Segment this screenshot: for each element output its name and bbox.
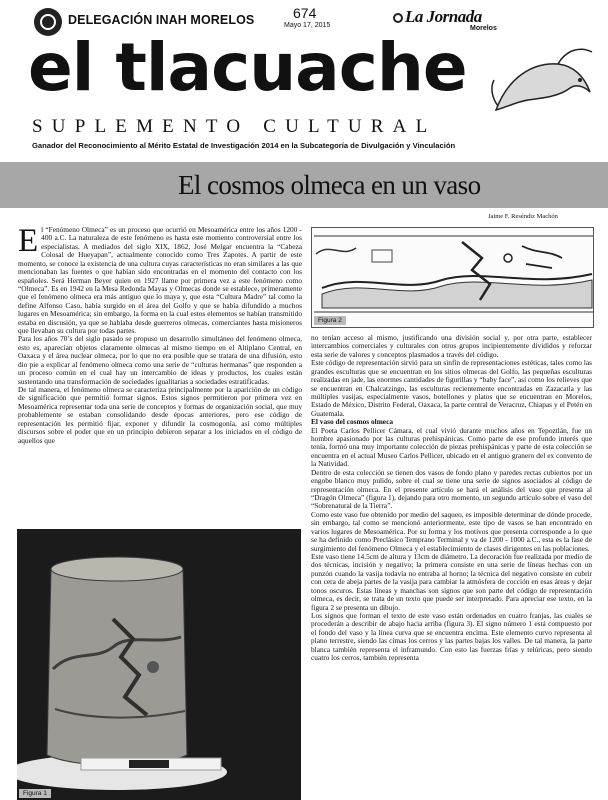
- paragraph: Para los años 70’s del siglo pasado se propuso un desarrollo simultáneo del fenómeno olmeca, esto es, aparecían objetos claramente olmecas al mismo tiempo en el Altiplano Central, en Oaxaca y el área nuclear olmeca, por lo que no era posible que se tratara de una difusión, esto dio pie a explicar al fenómeno olmeca como una serie de “culturas hermanas” que responden a un proceso común en el cual hay un intercambio de ideas y productos, los cuales están sustentando una transformación de sociedades igualitarias a sociedades estratificadas.: [18, 334, 302, 386]
- paragraph: l “Fenómeno Olmeca” es un proceso que ocurrió en Mesoamérica entre los años 1200 - 400 a.C. La naturaleza de este fenómeno es hasta este momento controversial entre los especialistas. A mediados del siglo XIX, 1862, José Melgar encuentra la “Cabeza Colosal de Hueyapan”, actualmente conocido como Tres Zapotes. A partir de este momento, se conoce la existencia de una cultura cuyas características no eran similares a las que mencionaban las fuentes o que habían sido encontradas en el momento del contacto con los españoles. Será Herman Beyer quien en 1927 llame por primera vez a este fenómeno como “Olmeca”. Es en 1942 en la Mesa Redonda Mayas y Olmecas donde se establece, primeramente que el fenómeno olmeca era más antiguo que lo maya y, que esta “Cultura Madre” tal como la define Alfonso Caso, había surgido en el área del Golfo y que se había difundido a muchos lugares en Mesoamérica; sin embargo, la forma en la cual estos elementos se habían transmitido estaba en discusión, ya que se hablaba desde guerreros olmecas, comerciantes hasta misioneros que llevaban su cultura por todas partes.: [18, 226, 302, 336]
- paragraph: Como este vaso fue obtenido por medio del saqueo, es imposible determinar de dónde procede, sin embargo, tal como se mencionó anteriormente, este tipo de vasos se han encontrado en varios lugares de Mesoamérica. Por su forma y los motivos que presenta corresponde a lo que se ha definido como Preclásico Temprano Terminal y va de 1200 - 1000 a.C., esta es la fase de surgimiento del fenómeno Olmeca y el establecimiento de clases dirigentes en las poblaciones.: [311, 509, 592, 553]
- paragraph: De tal manera, el fenómeno olmeca se caracteriza principalmente por la aparición de un código de significación que permitió formar signos. Estos signos permitieron por primera vez en Mesoamérica representar toda una serie de conceptos y formas de organización social, que muy probablemente se estaban consolidando desde épocas anteriores, pero ese código de representación les permitió fijar, exponer y difundir la cosmogonía, así como múltiples discursos sobre el poder que en un principio debieron separar a los iniciados en el código de aquellos que: [18, 385, 302, 445]
- figure-1-caption: Figura 1: [19, 789, 51, 798]
- tlacuache-illustration-icon: [488, 40, 598, 118]
- masthead-title: el tlacuache: [28, 29, 467, 106]
- issue-number: 674: [293, 5, 317, 21]
- figure-1-photo: [17, 529, 301, 800]
- article-author: Jaime F. Reséndiz Machón: [488, 213, 558, 220]
- paragraph: Dentro de esta colección se tienen dos vasos de fondo plano y paredes rectas cubiertos por un engobe blanco muy pulido, sobre el cual se tiene una serie de signos asociados al código de representación olmeca. En el presente artículo se hará el análisis del vaso que presenta al “Dragón Olmeca” (figura 1), dejando para otro momento, un segundo artículo sobre el vaso del “Sobrenatural de la Tierra”.: [311, 467, 592, 511]
- paragraph: Este vaso tiene 14.5cm de altura y 13cm de diámetro. La decoración fue realizada por medio de dos técnicas, incisión y negativo; la primera consiste en una serie de líneas hechas con un punzón cuando la vasija todavía no entraba al horno; la técnica del negativo consiste en cubrir con cera de abeja partes de la vasija para cambiar la atmósfera de cocción en esas áreas y dejar tonos oscuros. Estas líneas y manchas son signos que son parte del código de representación olmeca, es decir, se trata de un texto que puede ser interpretado. Para apreciar ese texto, en la figura 2 se presenta un dibujo.: [311, 551, 592, 612]
- paragraph: Este código de representación sirvió para un sinfín de representaciones estéticas, tales como las grandes esculturas que se encuentran en los sitios olmecas del Golfo, las pequeñas esculturas realizadas en jade, las enormes cantidades de figurillas y “baby face”, así como los relieves que se encuentran en Chalcatzingo, las esculturas recientemente encontradas en Zazacatla y las múltiples vasijas, especialmente vasos, botellones y platos que se encuentran en Morelos, Estado de México, Distrito Federal, Oaxaca, la parte central de Veracruz, Chiapas y el Petén en Guatemala.: [311, 358, 592, 418]
- paragraph: El Poeta Carlos Pellicer Cámara, el cual vivió durante muchos años en Tepoztlán, fue un hombre apasionado por las culturas prehispánicas. Como parte de ese profundo interés que tenía, formó una muy importante colección de piezas prehispánicas y parte de esta colección se encuentra en el actual Museo Carlos Pellicer, ubicado en el antiguo granero del ex convento de la Natividad.: [311, 425, 592, 469]
- article-title: El cosmos olmeca en un vaso: [178, 170, 481, 200]
- issue-date: Mayo 17, 2015: [284, 22, 331, 29]
- figure-2-drawing: [311, 227, 594, 328]
- delegation-name: DELEGACIÓN INAH MORELOS: [68, 13, 255, 27]
- partner-subname: Morelos: [470, 25, 497, 32]
- paragraph: no tenían acceso al mismo, justificando una división social y, por otra parte, establecer intercambios comerciales y culturales con otros grupos incipientemente divididos y reforzar esta serie de valores y conceptos plasmados a través del código.: [311, 334, 592, 359]
- award-line: Ganador del Reconocimiento al Mérito Estatal de Investigación 2014 en la Subcategoría de Divulgación y Vinculación: [32, 141, 456, 150]
- jornada-logo-icon: [393, 13, 403, 23]
- supplement-subtitle: SUPLEMENTO CULTURAL: [32, 116, 437, 137]
- figure-2-caption: Figura 2: [314, 316, 346, 325]
- article-column-2: [311, 334, 592, 798]
- drop-cap: E: [18, 226, 39, 259]
- olmec-vessel-photo-icon: [17, 529, 301, 800]
- partner-name: La Jornada: [405, 7, 482, 26]
- paragraph: Los signos que forman el texto de este vaso están ordenados en cuatro franjas, las cuales se procederán a describir de abajo hacia arriba (figura 3). El signo número 1 está compuesto por el fondo del vaso y la línea curva que se encuentra encima. Este elemento curvo representa al plano terrestre, siendo las cimas los cerros y las partes bajas los valles. De tal manera, la parte blanca también representa el inframundo. Con esto las fuerzas frías y telúricas, pero siendo cuatro los cerros, también representa: [311, 610, 592, 663]
- article-column-1: [18, 226, 302, 524]
- vessel-design-drawing-icon: [312, 228, 594, 328]
- section-subheading: El vaso del cosmos olmeca: [311, 417, 393, 427]
